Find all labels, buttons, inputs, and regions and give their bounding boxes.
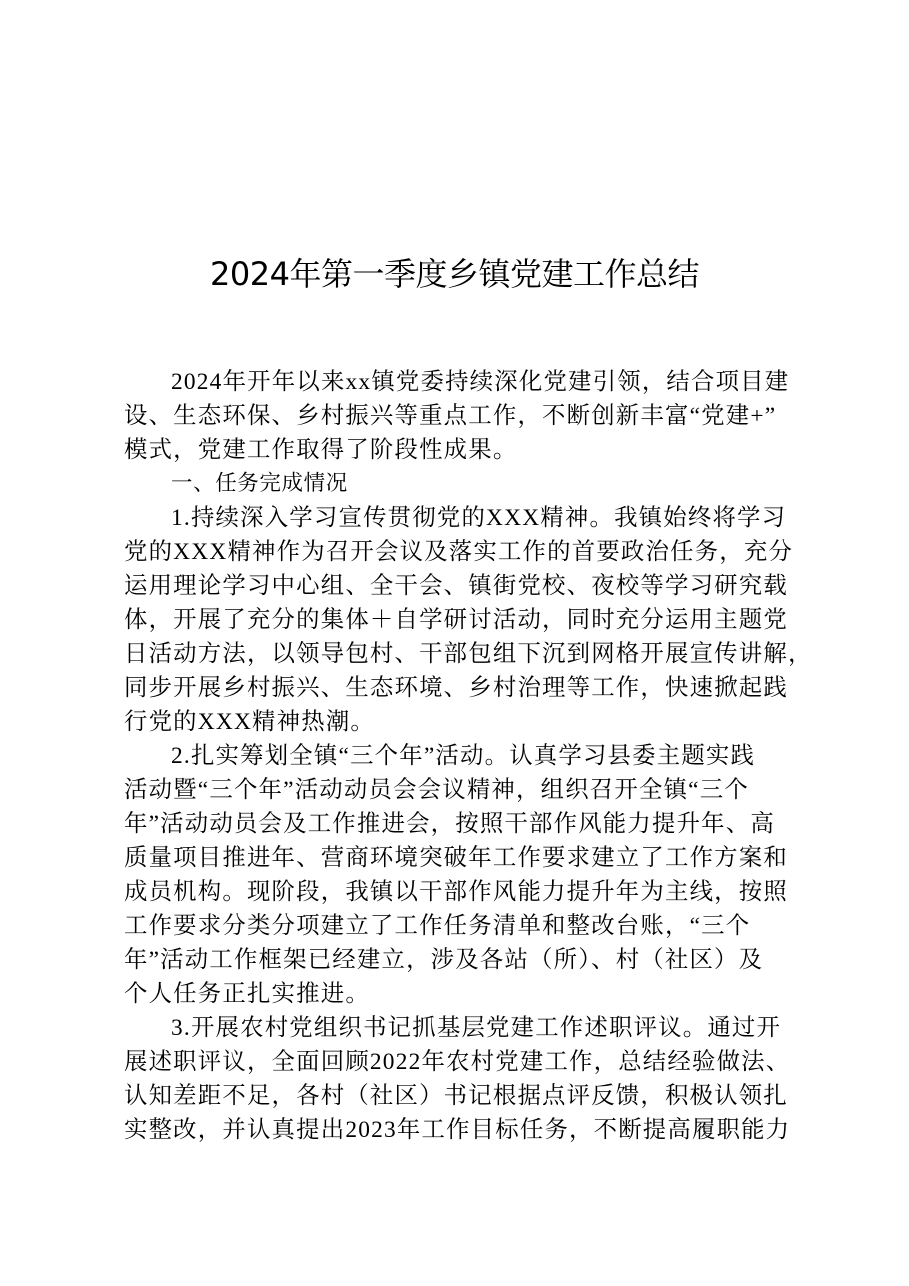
paragraph-line: 体，开展了充分的集体＋自学研讨活动，同时充分运用主题党 — [124, 607, 788, 633]
paragraph-line: 展述职评议，全面回顾2022年农村党建工作，总结经验做法、 — [124, 1049, 791, 1075]
paragraph-line: 党的XXX精神作为召开会议及落实工作的首要政治任务，充分 — [124, 539, 794, 565]
section-heading: 一、任务完成情况 — [171, 471, 348, 496]
paragraph-line: 日活动方法，以领导包村、干部包组下沉到网格开展宣传讲解， — [124, 641, 813, 667]
paragraph-line: 质量项目推进年、营商环境突破年工作要求建立了工作方案和 — [124, 845, 788, 871]
paragraph-line: 行党的XXX精神热潮。 — [124, 709, 376, 735]
paragraph-line: 活动暨“三个年”活动动员会会议精神，组织召开全镇“三个 — [124, 777, 749, 803]
paragraph-line: 运用理论学习中心组、全干会、镇街党校、夜校等学习研究载 — [124, 573, 788, 599]
paragraph-line: 2.扎实筹划全镇“三个年”活动。认真学习县委主题实践 — [171, 743, 756, 769]
paragraph-line: 设、生态环保、乡村振兴等重点工作，不断创新丰富“党建+” — [124, 403, 777, 429]
paragraph-line: 同步开展乡村振兴、生态环境、乡村治理等工作，快速掀起践 — [124, 675, 788, 701]
paragraph-line: 年”活动工作框架已经建立，涉及各站（所）、村（社区）及 — [124, 947, 764, 973]
paragraph-line: 实整改，并认真提出2023年工作目标任务，不断提高履职能力 — [124, 1117, 791, 1143]
paragraph-line: 2024年开年以来xx镇党委持续深化党建引领，结合项目建 — [171, 369, 790, 395]
paragraph-line: 认知差距不足，各村（社区）书记根据点评反馈，积极认领扎 — [124, 1083, 788, 1109]
paragraph-line: 模式，党建工作取得了阶段性成果。 — [124, 437, 518, 463]
paragraph-line: 个人任务正扎实推进。 — [124, 981, 370, 1007]
paragraph-line: 3.开展农村党组织书记抓基层党建工作述职评议。通过开 — [171, 1015, 782, 1041]
paragraph-line: 工作要求分类分项建立了工作任务清单和整改台账，“三个 — [124, 913, 751, 939]
paragraph-line: 成员机构。现阶段，我镇以干部作风能力提升年为主线，按照 — [124, 879, 788, 905]
document-title: 2024年第一季度乡镇党建工作总结 — [210, 255, 699, 293]
paragraph-line: 年”活动动员会及工作推进会，按照干部作风能力提升年、高 — [124, 811, 775, 837]
paragraph-line: 1.持续深入学习宣传贯彻党的XXX精神。我镇始终将学习 — [171, 505, 787, 531]
